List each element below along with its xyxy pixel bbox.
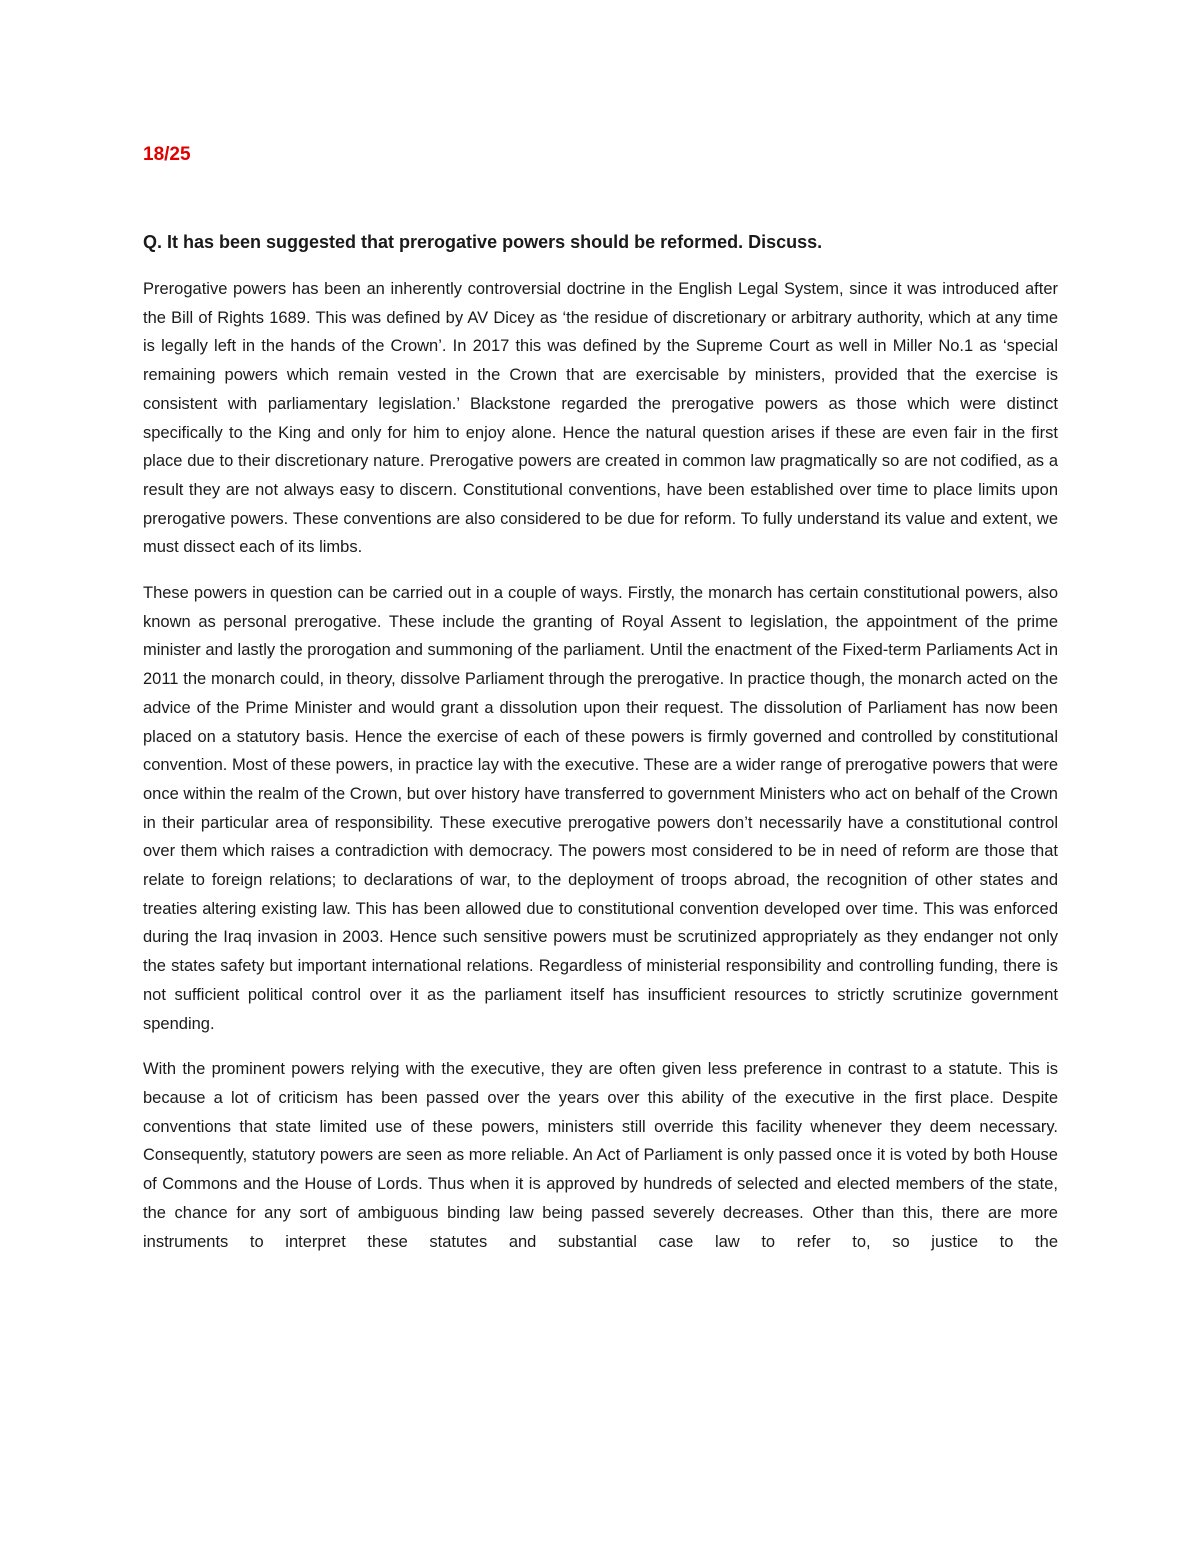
grade-score: 18/25 xyxy=(143,144,191,165)
essay-body xyxy=(143,275,1058,1273)
paragraph-2: These powers in question can be carried out in a couple of ways. Firstly, the monarch has certain constitutional powers, also known as personal prerogative. These include the granting of Royal Assent to legislation, the appointment of the prime minister and lastly the prorogation and summoning of the parliament. Until the enactment of the Fixed-term Parliaments Act in 2011 the monarch could, in theory, dissolve Parliament through the prerogative. In practice though, the monarch acted on the advice of the Prime Minister and would grant a dissolution upon their request. The dissolution of Parliament has now been placed on a statutory basis. Hence the exercise of each of these powers is firmly governed and controlled by constitutional convention. Most of these powers, in practice lay with the executive. These are a wider range of prerogative powers that were once within the realm of the Crown, but over history have transferred to government Ministers who act on behalf of the Crown in their particular area of responsibility. These executive prerogative powers don’t necessarily have a constitutional control over them which raises a contradiction with democracy. The powers most considered to be in need of reform are those that relate to foreign relations; to declarations of war, to the deployment of troops abroad, the recognition of other states and treaties altering existing law. This has been allowed due to constitutional convention developed over time. This was enforced during the Iraq invasion in 2003. Hence such sensitive powers must be scrutinized appropriately as they endanger not only the states safety but important international relations. Regardless of ministerial responsibility and controlling funding, there is not sufficient political control over it as the parliament itself has insufficient resources to strictly scrutinize government spending. xyxy=(143,584,1059,1033)
paragraph-1: Prerogative powers has been an inherently controversial doctrine in the English Legal System, since it was introduced after the Bill of Rights 1689. This was defined by AV Dicey as ‘the residue of discretionary or arbitrary authority, which at any time is legally left in the hands of the Crown’. In 2017 this was defined by the Supreme Court as well in Miller No.1 as ‘special remaining powers which remain vested in the Crown that are exercisable by ministers, provided that the exercise is consistent with parliamentary legislation.’ Blackstone regarded the prerogative powers as those which were distinct specifically to the King and only for him to enjoy alone. Hence the natural question arises if these are even fair in the first place due to their discretionary nature. Prerogative powers are created in common law pragmatically so are not codified, as a result they are not always easy to discern. Constitutional conventions, have been established over time to place limits upon prerogative powers. These conventions are also considered to be due for reform. To fully understand its value and extent, we must dissect each of its limbs. xyxy=(143,280,1058,557)
question-heading: Q. It has been suggested that prerogative powers should be reformed. Discuss. xyxy=(143,232,823,252)
paragraph-3: With the prominent powers relying with the executive, they are often given less preference in contrast to a statute. This is because a lot of criticism has been passed over the years over this ability of the executive in the first place. Despite conventions that state limited use of these powers, ministers still override this facility whenever they deem necessary. Consequently, statutory powers are seen as more reliable. An Act of Parliament is only passed once it is voted by both House of Commons and the House of Lords. Thus when it is approved by hundreds of selected and elected members of the state, the chance for any sort of ambiguous binding law being passed severely decreases. Other than this, there are more instruments to interpret these statutes and substantial case law to refer to, so justice to the xyxy=(143,1060,1058,1251)
